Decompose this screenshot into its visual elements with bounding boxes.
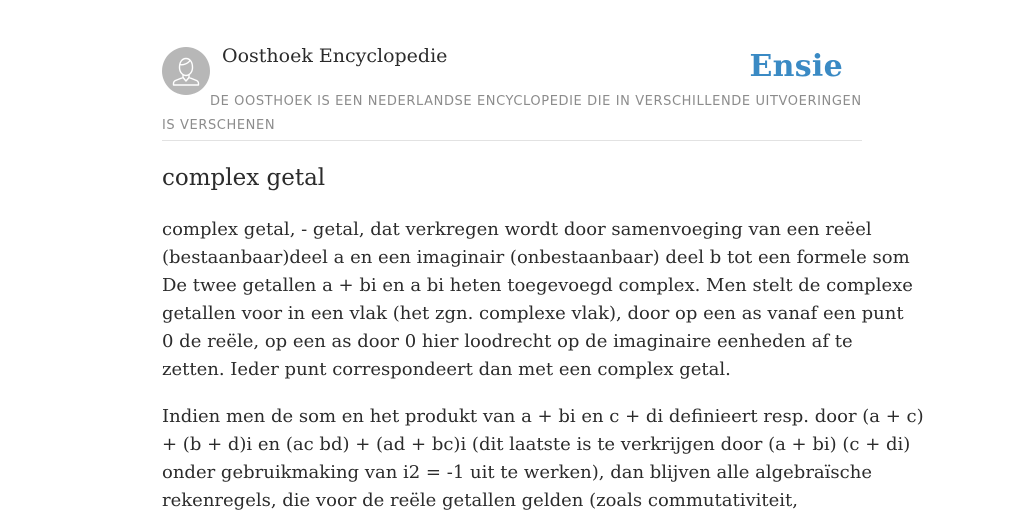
paragraph-line: De twee getallen a + bi en a bi heten toegevoegd complex. Men stelt de complexe: [162, 275, 913, 296]
paragraph-line: + (b + d)i en (ac bd) + (ad + bc)i (dit laatste is te verkrijgen door (a + bi) (c + di): [162, 434, 911, 455]
paragraph-line: rekenregels, die voor de reële getallen gelden (zoals commutativiteit,: [162, 490, 798, 511]
paragraph-line: 0 de reële, op een as door 0 hier loodrecht op de imaginaire eenheden af te: [162, 331, 853, 352]
article-body: [162, 216, 924, 512]
user-avatar-icon[interactable]: [162, 47, 210, 95]
site-header: [162, 44, 862, 141]
paragraph-line: onder gebruikmaking van i2 = -1 uit te werken), dan blijven alle algebraïsche: [162, 462, 872, 483]
publication-name-link[interactable]: Oosthoek Encyclopedie: [222, 45, 448, 67]
article-paragraph: [162, 216, 913, 384]
paragraph-line: getallen voor in een vlak (het zgn. complexe vlak), door op een as vanaf een punt: [162, 303, 904, 324]
paragraph-line: Indien men de som en het produkt van a + bi en c + di definieert resp. door (a + c): [162, 406, 924, 427]
brand-logo-link[interactable]: Ensie: [749, 49, 843, 84]
paragraph-line: zetten. Ieder punt correspondeert dan met een complex getal.: [162, 359, 731, 380]
article-title: complex getal: [162, 165, 326, 191]
paragraph-line: (bestaanbaar)deel a en een imaginair (onbestaanbaar) deel b tot een formele som: [162, 247, 910, 268]
article-paragraph: [162, 403, 924, 512]
publication-tagline: DE OOSTHOEK IS EEN NEDERLANDSE ENCYCLOPEDIE DIE IN VERSCHILLENDE UITVOERINGEN IS VERSCHENEN: [162, 94, 862, 133]
paragraph-line: complex getal, - getal, dat verkregen wordt door samenvoeging van een reëel: [162, 219, 872, 240]
